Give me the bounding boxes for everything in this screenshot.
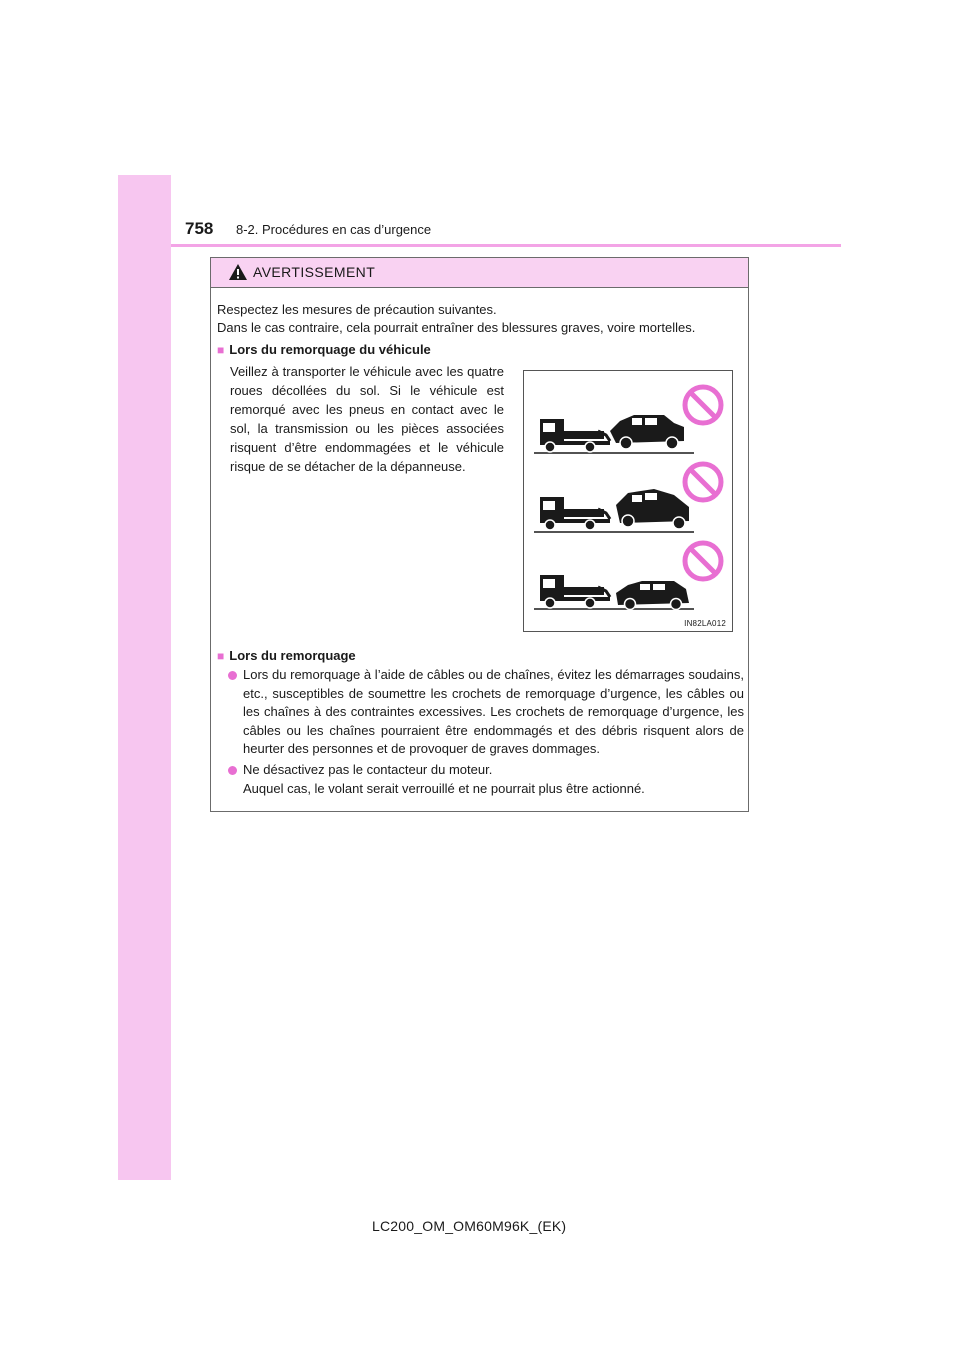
side-band: [118, 175, 171, 1180]
square-bullet-icon: ■: [217, 343, 225, 357]
bullet-item: [228, 666, 744, 759]
prohibition-icon: [685, 543, 721, 579]
circle-bullet-icon: [228, 671, 237, 680]
prohibition-icon: [685, 387, 721, 423]
square-bullet-icon: ■: [217, 649, 225, 663]
figure-code: IN82LA012: [684, 619, 726, 628]
warning-header: [211, 258, 748, 288]
warning-intro: [217, 301, 744, 337]
page-number: 758: [185, 219, 214, 238]
subheading-vehicle-towing: [217, 342, 431, 357]
tow-scenario-1: [534, 387, 721, 453]
circle-bullet-icon: [228, 766, 237, 775]
footer-document-code: LC200_OM_OM60M96K_(EK): [372, 1218, 567, 1234]
bullet-text: Lors du remorquage à l’aide de câbles ou de chaînes, évitez les démarrages soudains, etc., susceptibles de soumettre les crochets de remorquage d’urgence, les câbles ou les chaînes à des contraintes excessives. Les crochets de remorquage d’urgence, les câbles ou les chaînes pourraient être endommagés et des débris risquent alors de heurter des personnes et de provoquer de graves dommages.: [243, 667, 744, 756]
towing-illustration: [523, 370, 733, 632]
subheading-label: Lors du remorquage: [229, 648, 356, 663]
section-title: 8-2. Procédures en cas d’urgence: [236, 222, 432, 237]
subheading-label: Lors du remorquage du véhicule: [229, 342, 431, 357]
bullet-item: [228, 761, 744, 798]
bullet-text-line-2: Auquel cas, le volant serait verrouillé et ne pourrait plus être actionné.: [243, 780, 645, 796]
warning-title: AVERTISSEMENT: [253, 264, 376, 280]
tow-scenario-2: [534, 464, 721, 532]
tow-scenario-3: [534, 543, 721, 610]
header-rule: [171, 244, 841, 247]
towing-illustration-svg: [524, 371, 734, 633]
intro-line-2: Dans le cas contraire, cela pourrait entraîner des blessures graves, voire mortelles.: [217, 320, 696, 335]
towing-paragraph: Veillez à transporter le véhicule avec les quatre roues décollées du sol. Si le véhicule est remorqué avec les pneus en contact avec le sol, la transmission ou les pièces associées risquent d’être endommagées et le véhicule risque de se détacher de la dépanneuse.: [230, 364, 504, 474]
intro-line-1: Respectez les mesures de précaution suivantes.: [217, 302, 497, 317]
warning-triangle-icon: [228, 263, 248, 281]
subheading-towing: [217, 648, 356, 663]
prohibition-icon: [685, 464, 721, 500]
warning-box: [210, 257, 749, 812]
bullet-text-line-1: Ne désactivez pas le contacteur du moteur.: [243, 762, 493, 777]
